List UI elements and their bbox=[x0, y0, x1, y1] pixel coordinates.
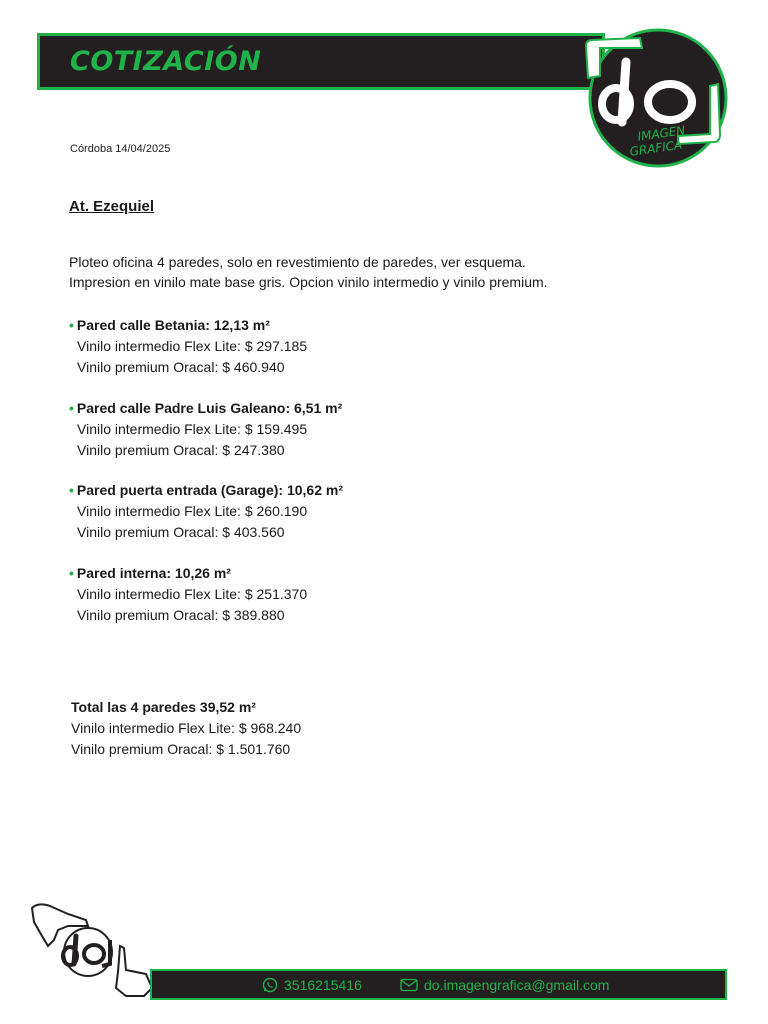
document-title: COTIZACIÓN bbox=[70, 46, 262, 77]
item-price-intermedio: Vinilo intermedio Flex Lite: $ 260.190 bbox=[77, 503, 308, 519]
item-price-premium: Vinilo premium Oracal: $ 247.380 bbox=[77, 442, 285, 458]
quote-item bbox=[69, 315, 307, 378]
totals-title: Total las 4 paredes 39,52 m² bbox=[71, 699, 256, 715]
footer-contact-bar bbox=[150, 969, 727, 1000]
phone-number: 3516215416 bbox=[284, 977, 362, 993]
quote-item bbox=[69, 563, 307, 626]
item-title: Pared puerta entrada (Garage): 10,62 m² bbox=[76, 482, 344, 498]
intro-line: Ploteo oficina 4 paredes, solo en revestimiento de paredes, ver esquema. bbox=[69, 254, 526, 270]
brand-logo bbox=[578, 26, 738, 171]
item-price-intermedio: Vinilo intermedio Flex Lite: $ 251.370 bbox=[77, 586, 308, 602]
totals-price-intermedio: Vinilo intermedio Flex Lite: $ 968.240 bbox=[71, 720, 302, 736]
whatsapp-icon bbox=[262, 977, 278, 993]
bullet-icon: • bbox=[69, 482, 74, 498]
item-price-premium: Vinilo premium Oracal: $ 460.940 bbox=[77, 359, 285, 375]
date-location: Córdoba 14/04/2025 bbox=[70, 143, 171, 155]
logo-text-grafica: GRAFICA bbox=[628, 137, 684, 159]
quote-item bbox=[69, 398, 342, 461]
intro-description bbox=[69, 252, 548, 292]
contact-phone[interactable] bbox=[262, 977, 362, 993]
item-title: Pared calle Betania: 12,13 m² bbox=[76, 317, 270, 333]
item-price-premium: Vinilo premium Oracal: $ 389.880 bbox=[77, 607, 285, 623]
item-price-intermedio: Vinilo intermedio Flex Lite: $ 297.185 bbox=[77, 338, 308, 354]
bullet-icon: • bbox=[69, 565, 74, 581]
email-address: do.imagengrafica@gmail.com bbox=[424, 977, 610, 993]
bullet-icon: • bbox=[69, 317, 74, 333]
intro-line: Impresion en vinilo mate base gris. Opcion vinilo intermedio y vinilo premium. bbox=[69, 274, 548, 290]
totals-price-premium: Vinilo premium Oracal: $ 1.501.760 bbox=[71, 741, 291, 757]
item-price-intermedio: Vinilo intermedio Flex Lite: $ 159.495 bbox=[77, 421, 308, 437]
quote-item bbox=[69, 480, 343, 543]
footer-logo bbox=[28, 900, 156, 1000]
contact-email[interactable] bbox=[400, 977, 609, 993]
item-title: Pared calle Padre Luis Galeano: 6,51 m² bbox=[76, 400, 343, 416]
header-bar bbox=[37, 33, 605, 90]
recipient-line: At. Ezequiel bbox=[69, 198, 155, 215]
item-title: Pared interna: 10,26 m² bbox=[76, 565, 231, 581]
item-price-premium: Vinilo premium Oracal: $ 403.560 bbox=[77, 524, 285, 540]
totals-block bbox=[71, 697, 301, 760]
logo-text-imagen: IMAGEN bbox=[636, 123, 687, 144]
mail-icon bbox=[400, 978, 418, 992]
bullet-icon: • bbox=[69, 400, 74, 416]
